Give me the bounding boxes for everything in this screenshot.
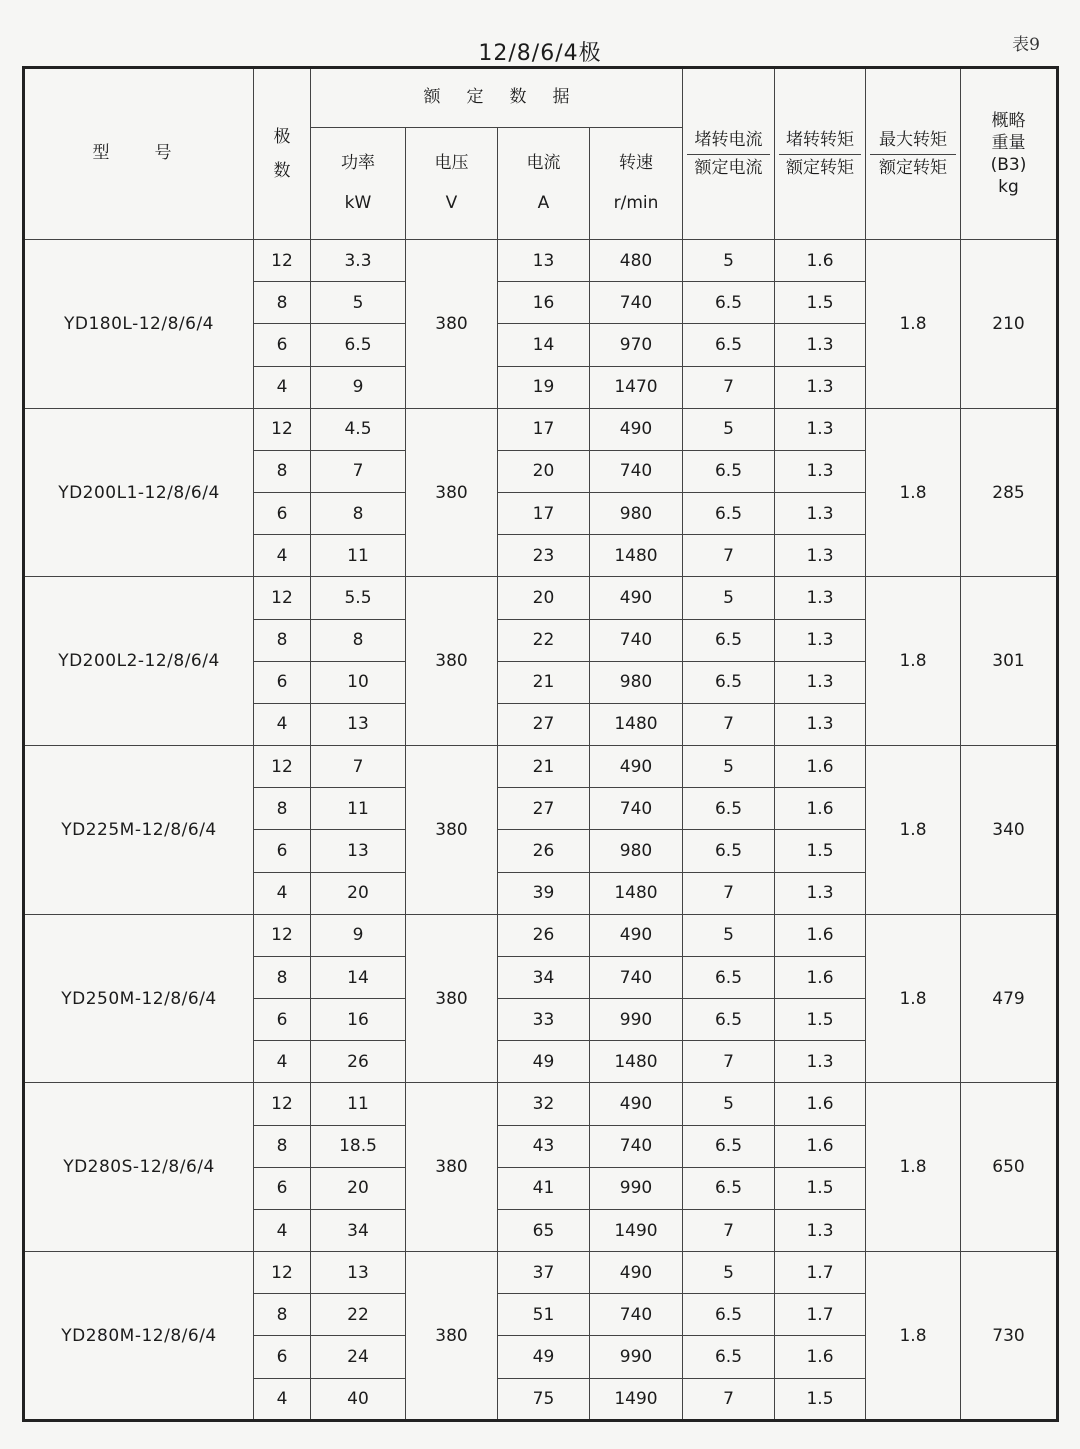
current-cell: 33 [498, 999, 590, 1041]
power-cell: 16 [311, 999, 406, 1041]
locked-current-ratio-cell: 7 [683, 872, 775, 914]
speed-cell: 970 [590, 324, 683, 366]
table-row [24, 1252, 1058, 1294]
current-cell: 19 [498, 366, 590, 408]
power-cell: 11 [311, 535, 406, 577]
poles-cell: 8 [254, 956, 311, 998]
power-cell: 3.3 [311, 240, 406, 282]
header-locked-current [683, 68, 775, 240]
max-torque-ratio-cell: 1.8 [866, 408, 961, 577]
header-speed [590, 128, 683, 240]
header-poles-label: 极数 [273, 127, 291, 181]
weight-cell: 340 [961, 746, 1058, 915]
speed-cell: 1470 [590, 366, 683, 408]
header-locked-torque-num: 堵转转矩 [779, 129, 861, 155]
voltage-cell: 380 [406, 408, 498, 577]
locked-torque-ratio-cell: 1.5 [775, 999, 866, 1041]
locked-torque-ratio-cell: 1.5 [775, 282, 866, 324]
locked-current-ratio-cell: 5 [683, 914, 775, 956]
speed-cell: 980 [590, 830, 683, 872]
poles-cell: 12 [254, 577, 311, 619]
poles-cell: 8 [254, 1125, 311, 1167]
model-name-cell: YD280S-12/8/6/4 [24, 1083, 254, 1252]
current-cell: 26 [498, 914, 590, 956]
speed-cell: 990 [590, 1336, 683, 1378]
header-power-unit: kW [344, 192, 372, 213]
header-weight [961, 68, 1058, 240]
header-model-label: 型 号 [92, 143, 186, 164]
table-number: 表9 [1012, 35, 1040, 55]
header-power [311, 128, 406, 240]
current-cell: 49 [498, 1041, 590, 1083]
poles-cell: 8 [254, 788, 311, 830]
max-torque-ratio-cell: 1.8 [866, 240, 961, 409]
poles-cell: 4 [254, 366, 311, 408]
table-row [24, 1083, 1058, 1125]
locked-torque-ratio-cell: 1.3 [775, 535, 866, 577]
locked-torque-ratio-cell: 1.3 [775, 450, 866, 492]
current-cell: 65 [498, 1209, 590, 1251]
locked-current-ratio-cell: 5 [683, 577, 775, 619]
current-cell: 16 [498, 282, 590, 324]
power-cell: 5.5 [311, 577, 406, 619]
locked-current-ratio-cell: 6.5 [683, 450, 775, 492]
poles-cell: 8 [254, 619, 311, 661]
power-cell: 11 [311, 1083, 406, 1125]
speed-cell: 990 [590, 1167, 683, 1209]
header-current-unit: A [537, 192, 550, 213]
locked-torque-ratio-cell: 1.5 [775, 1167, 866, 1209]
poles-cell: 6 [254, 999, 311, 1041]
current-cell: 23 [498, 535, 590, 577]
header-rated-data-label: 额定数据 [423, 87, 596, 108]
speed-cell: 1490 [590, 1209, 683, 1251]
header-speed-label: 转速 [619, 152, 653, 173]
locked-current-ratio-cell: 6.5 [683, 788, 775, 830]
locked-current-ratio-cell: 6.5 [683, 282, 775, 324]
weight-cell: 285 [961, 408, 1058, 577]
weight-cell: 210 [961, 240, 1058, 409]
power-cell: 7 [311, 450, 406, 492]
max-torque-ratio-cell: 1.8 [866, 1252, 961, 1421]
current-cell: 43 [498, 1125, 590, 1167]
locked-current-ratio-cell: 6.5 [683, 324, 775, 366]
speed-cell: 740 [590, 788, 683, 830]
locked-current-ratio-cell: 7 [683, 1041, 775, 1083]
locked-current-ratio-cell: 7 [683, 366, 775, 408]
header-voltage [406, 128, 498, 240]
locked-torque-ratio-cell: 1.3 [775, 366, 866, 408]
voltage-cell: 380 [406, 577, 498, 746]
header-voltage-label: 电压 [434, 152, 469, 173]
poles-cell: 8 [254, 450, 311, 492]
locked-torque-ratio-cell: 1.6 [775, 914, 866, 956]
speed-cell: 1490 [590, 1378, 683, 1420]
poles-cell: 4 [254, 1041, 311, 1083]
table-row [24, 577, 1058, 619]
voltage-cell: 380 [406, 240, 498, 409]
poles-cell: 12 [254, 914, 311, 956]
locked-current-ratio-cell: 5 [683, 746, 775, 788]
power-cell: 13 [311, 703, 406, 745]
voltage-cell: 380 [406, 1083, 498, 1252]
current-cell: 41 [498, 1167, 590, 1209]
locked-torque-ratio-cell: 1.3 [775, 1209, 866, 1251]
locked-torque-ratio-cell: 1.3 [775, 703, 866, 745]
header-row-1 [24, 68, 1058, 128]
table-row [24, 408, 1058, 450]
power-cell: 7 [311, 746, 406, 788]
model-name-cell: YD200L1-12/8/6/4 [24, 408, 254, 577]
speed-cell: 490 [590, 746, 683, 788]
poles-cell: 12 [254, 746, 311, 788]
header-weight-line3: (B3) [990, 155, 1027, 175]
power-cell: 8 [311, 619, 406, 661]
voltage-cell: 380 [406, 914, 498, 1083]
current-cell: 39 [498, 872, 590, 914]
header-max-torque-num: 最大转矩 [870, 129, 956, 155]
header-speed-unit: r/min [613, 192, 659, 213]
power-cell: 34 [311, 1209, 406, 1251]
header-voltage-unit: V [445, 192, 458, 213]
speed-cell: 1480 [590, 703, 683, 745]
power-cell: 18.5 [311, 1125, 406, 1167]
weight-cell: 301 [961, 577, 1058, 746]
locked-torque-ratio-cell: 1.6 [775, 956, 866, 998]
power-cell: 8 [311, 493, 406, 535]
speed-cell: 1480 [590, 872, 683, 914]
current-cell: 21 [498, 661, 590, 703]
power-cell: 20 [311, 872, 406, 914]
speed-cell: 990 [590, 999, 683, 1041]
locked-current-ratio-cell: 5 [683, 1083, 775, 1125]
locked-current-ratio-cell: 6.5 [683, 830, 775, 872]
poles-cell: 4 [254, 872, 311, 914]
locked-current-ratio-cell: 7 [683, 703, 775, 745]
speed-cell: 490 [590, 577, 683, 619]
locked-current-ratio-cell: 6.5 [683, 1336, 775, 1378]
weight-cell: 730 [961, 1252, 1058, 1421]
speed-cell: 490 [590, 914, 683, 956]
speed-cell: 490 [590, 1252, 683, 1294]
locked-torque-ratio-cell: 1.6 [775, 746, 866, 788]
max-torque-ratio-cell: 1.8 [866, 577, 961, 746]
locked-torque-ratio-cell: 1.3 [775, 1041, 866, 1083]
page-title: 12/8/6/4极 [478, 41, 602, 66]
speed-cell: 980 [590, 661, 683, 703]
locked-current-ratio-cell: 5 [683, 1252, 775, 1294]
power-cell: 6.5 [311, 324, 406, 366]
current-cell: 20 [498, 450, 590, 492]
motor-spec-table [22, 66, 1059, 1422]
current-cell: 27 [498, 788, 590, 830]
power-cell: 9 [311, 914, 406, 956]
locked-current-ratio-cell: 6.5 [683, 493, 775, 535]
locked-torque-ratio-cell: 1.5 [775, 830, 866, 872]
locked-torque-ratio-cell: 1.5 [775, 1378, 866, 1420]
current-cell: 51 [498, 1294, 590, 1336]
locked-torque-ratio-cell: 1.6 [775, 240, 866, 282]
locked-torque-ratio-cell: 1.7 [775, 1252, 866, 1294]
power-cell: 22 [311, 1294, 406, 1336]
header-current-label: 电流 [526, 152, 561, 173]
speed-cell: 740 [590, 282, 683, 324]
speed-cell: 740 [590, 956, 683, 998]
locked-current-ratio-cell: 6.5 [683, 956, 775, 998]
poles-cell: 4 [254, 1378, 311, 1420]
current-cell: 22 [498, 619, 590, 661]
current-cell: 20 [498, 577, 590, 619]
weight-cell: 650 [961, 1083, 1058, 1252]
locked-current-ratio-cell: 6.5 [683, 1167, 775, 1209]
current-cell: 34 [498, 956, 590, 998]
locked-torque-ratio-cell: 1.6 [775, 1336, 866, 1378]
speed-cell: 490 [590, 408, 683, 450]
power-cell: 10 [311, 661, 406, 703]
poles-cell: 4 [254, 703, 311, 745]
power-cell: 20 [311, 1167, 406, 1209]
model-name-cell: YD280M-12/8/6/4 [24, 1252, 254, 1421]
locked-torque-ratio-cell: 1.7 [775, 1294, 866, 1336]
speed-cell: 1480 [590, 535, 683, 577]
current-cell: 49 [498, 1336, 590, 1378]
poles-cell: 6 [254, 1336, 311, 1378]
model-name-cell: YD200L2-12/8/6/4 [24, 577, 254, 746]
locked-current-ratio-cell: 6.5 [683, 1294, 775, 1336]
poles-cell: 6 [254, 1167, 311, 1209]
current-cell: 21 [498, 746, 590, 788]
header-locked-torque-den: 额定转矩 [786, 157, 854, 178]
poles-cell: 8 [254, 1294, 311, 1336]
poles-cell: 8 [254, 282, 311, 324]
header-current [498, 128, 590, 240]
max-torque-ratio-cell: 1.8 [866, 914, 961, 1083]
power-cell: 5 [311, 282, 406, 324]
power-cell: 11 [311, 788, 406, 830]
header-weight-unit: kg [998, 177, 1019, 198]
poles-cell: 6 [254, 493, 311, 535]
current-cell: 17 [498, 408, 590, 450]
poles-cell: 6 [254, 830, 311, 872]
poles-cell: 6 [254, 324, 311, 366]
speed-cell: 740 [590, 450, 683, 492]
locked-current-ratio-cell: 7 [683, 1209, 775, 1251]
current-cell: 32 [498, 1083, 590, 1125]
locked-torque-ratio-cell: 1.3 [775, 872, 866, 914]
power-cell: 4.5 [311, 408, 406, 450]
header-max-torque [866, 68, 961, 240]
current-cell: 75 [498, 1378, 590, 1420]
table-row [24, 914, 1058, 956]
locked-torque-ratio-cell: 1.3 [775, 324, 866, 366]
speed-cell: 740 [590, 619, 683, 661]
header-locked-current-num: 堵转电流 [687, 129, 770, 155]
header-model [24, 68, 254, 240]
power-cell: 14 [311, 956, 406, 998]
locked-current-ratio-cell: 6.5 [683, 1125, 775, 1167]
power-cell: 40 [311, 1378, 406, 1420]
current-cell: 13 [498, 240, 590, 282]
model-name-cell: YD180L-12/8/6/4 [24, 240, 254, 409]
poles-cell: 12 [254, 1083, 311, 1125]
power-cell: 9 [311, 366, 406, 408]
voltage-cell: 380 [406, 746, 498, 915]
current-cell: 17 [498, 493, 590, 535]
model-name-cell: YD225M-12/8/6/4 [24, 746, 254, 915]
power-cell: 13 [311, 1252, 406, 1294]
poles-cell: 4 [254, 535, 311, 577]
header-max-torque-den: 额定转矩 [879, 157, 947, 178]
locked-torque-ratio-cell: 1.6 [775, 788, 866, 830]
locked-torque-ratio-cell: 1.6 [775, 1125, 866, 1167]
header-power-label: 功率 [341, 152, 375, 173]
poles-cell: 12 [254, 408, 311, 450]
current-cell: 37 [498, 1252, 590, 1294]
speed-cell: 740 [590, 1125, 683, 1167]
voltage-cell: 380 [406, 1252, 498, 1421]
max-torque-ratio-cell: 1.8 [866, 1083, 961, 1252]
table-body [24, 240, 1058, 1421]
table-row [24, 746, 1058, 788]
power-cell: 26 [311, 1041, 406, 1083]
locked-current-ratio-cell: 6.5 [683, 661, 775, 703]
locked-current-ratio-cell: 6.5 [683, 999, 775, 1041]
locked-torque-ratio-cell: 1.3 [775, 661, 866, 703]
locked-torque-ratio-cell: 1.3 [775, 619, 866, 661]
current-cell: 14 [498, 324, 590, 366]
max-torque-ratio-cell: 1.8 [866, 746, 961, 915]
weight-cell: 479 [961, 914, 1058, 1083]
header-rated-data [311, 68, 683, 128]
current-cell: 26 [498, 830, 590, 872]
speed-cell: 980 [590, 493, 683, 535]
locked-torque-ratio-cell: 1.3 [775, 408, 866, 450]
model-name-cell: YD250M-12/8/6/4 [24, 914, 254, 1083]
header-weight-line1: 概略 [991, 110, 1026, 131]
locked-torque-ratio-cell: 1.3 [775, 493, 866, 535]
locked-current-ratio-cell: 6.5 [683, 619, 775, 661]
header-poles [254, 68, 311, 240]
poles-cell: 6 [254, 661, 311, 703]
locked-torque-ratio-cell: 1.6 [775, 1083, 866, 1125]
speed-cell: 1480 [590, 1041, 683, 1083]
speed-cell: 740 [590, 1294, 683, 1336]
header-locked-current-den: 额定电流 [694, 157, 763, 178]
speed-cell: 490 [590, 1083, 683, 1125]
locked-current-ratio-cell: 7 [683, 1378, 775, 1420]
power-cell: 24 [311, 1336, 406, 1378]
poles-cell: 12 [254, 1252, 311, 1294]
power-cell: 13 [311, 830, 406, 872]
header-locked-torque [775, 68, 866, 240]
speed-cell: 480 [590, 240, 683, 282]
poles-cell: 12 [254, 240, 311, 282]
header-weight-line2: 重量 [991, 132, 1026, 153]
current-cell: 27 [498, 703, 590, 745]
locked-current-ratio-cell: 7 [683, 535, 775, 577]
locked-torque-ratio-cell: 1.3 [775, 577, 866, 619]
table-row [24, 240, 1058, 282]
locked-current-ratio-cell: 5 [683, 240, 775, 282]
locked-current-ratio-cell: 5 [683, 408, 775, 450]
poles-cell: 4 [254, 1209, 311, 1251]
